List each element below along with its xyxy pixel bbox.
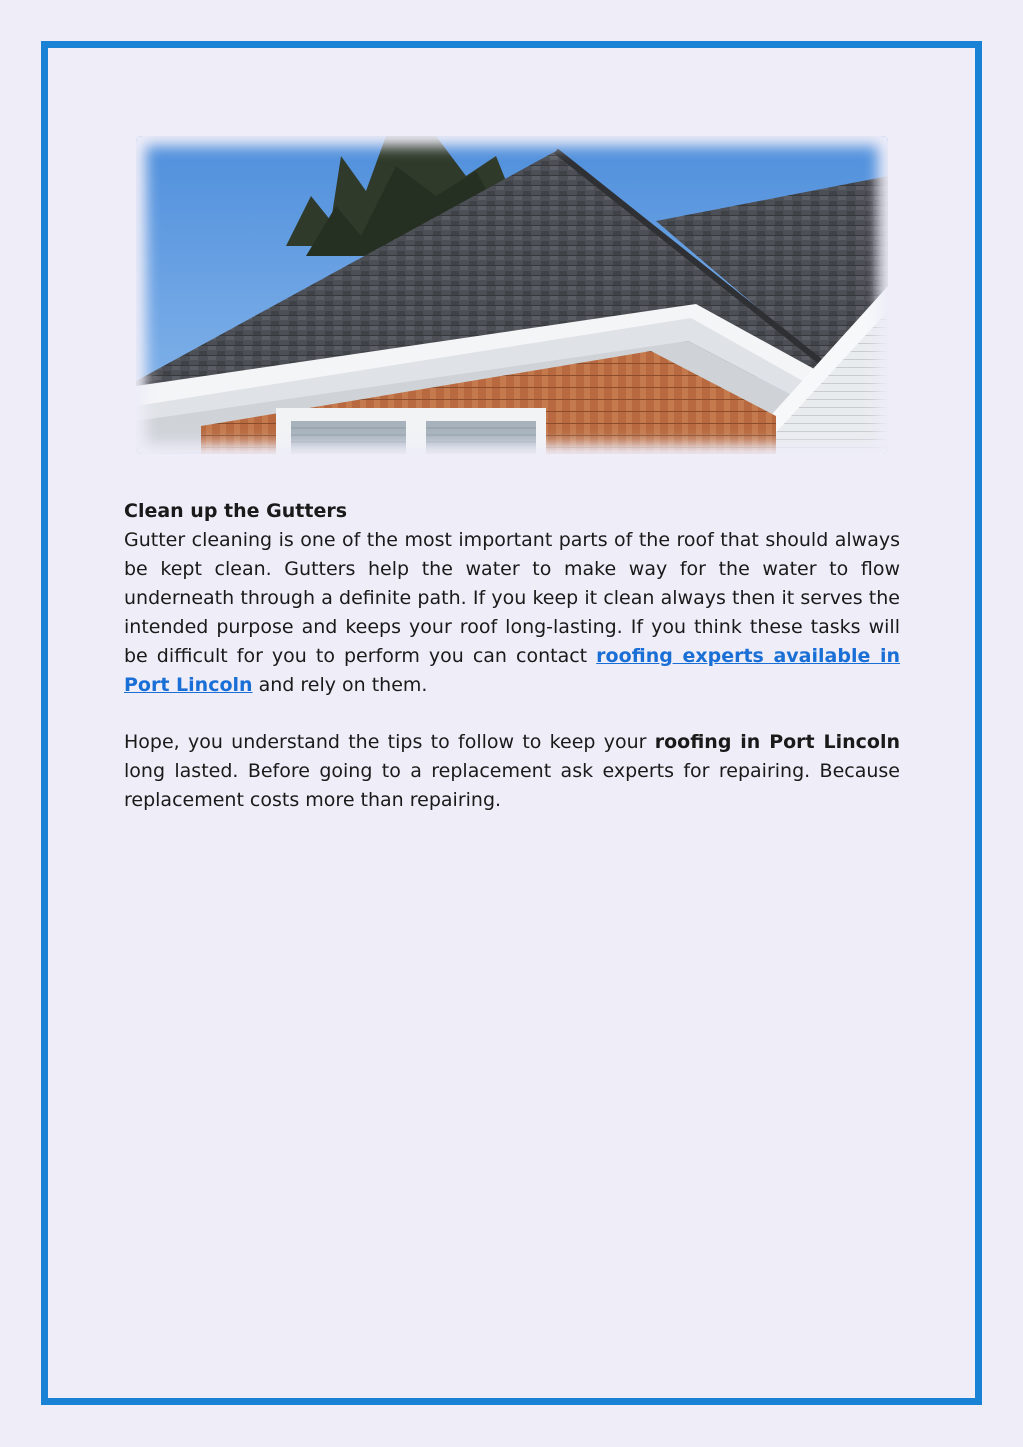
section-heading: Clean up the Gutters — [124, 500, 348, 522]
article-content — [124, 497, 900, 815]
roof-photo — [136, 136, 888, 454]
closing-paragraph-tail: long lasted. Before going to a replacement ask experts for repairing. Because replacement costs more than repairing. — [124, 760, 900, 811]
closing-paragraph-lead: Hope, you understand the tips to follow to keep your — [124, 731, 655, 753]
roofing-experts-link[interactable]: roofing experts available in Port Lincoln — [124, 645, 900, 696]
gutter-paragraph — [124, 526, 900, 700]
roof-photo-illustration — [136, 136, 888, 454]
roofing-port-lincoln-bold: roofing in Port Lincoln — [654, 731, 900, 753]
closing-paragraph — [124, 728, 900, 815]
gutter-paragraph-text: Gutter cleaning is one of the most important parts of the roof that should always be kept clean. Gutters help the water to make way for the water to flow underneath through a definite path. If you keep it clean always then it serves the intended purpose and keeps your roof long-lasting. If you think these tasks will be difficult for you to perform you can contact — [124, 529, 900, 667]
gutter-paragraph-tail: and rely on them. — [252, 674, 428, 696]
